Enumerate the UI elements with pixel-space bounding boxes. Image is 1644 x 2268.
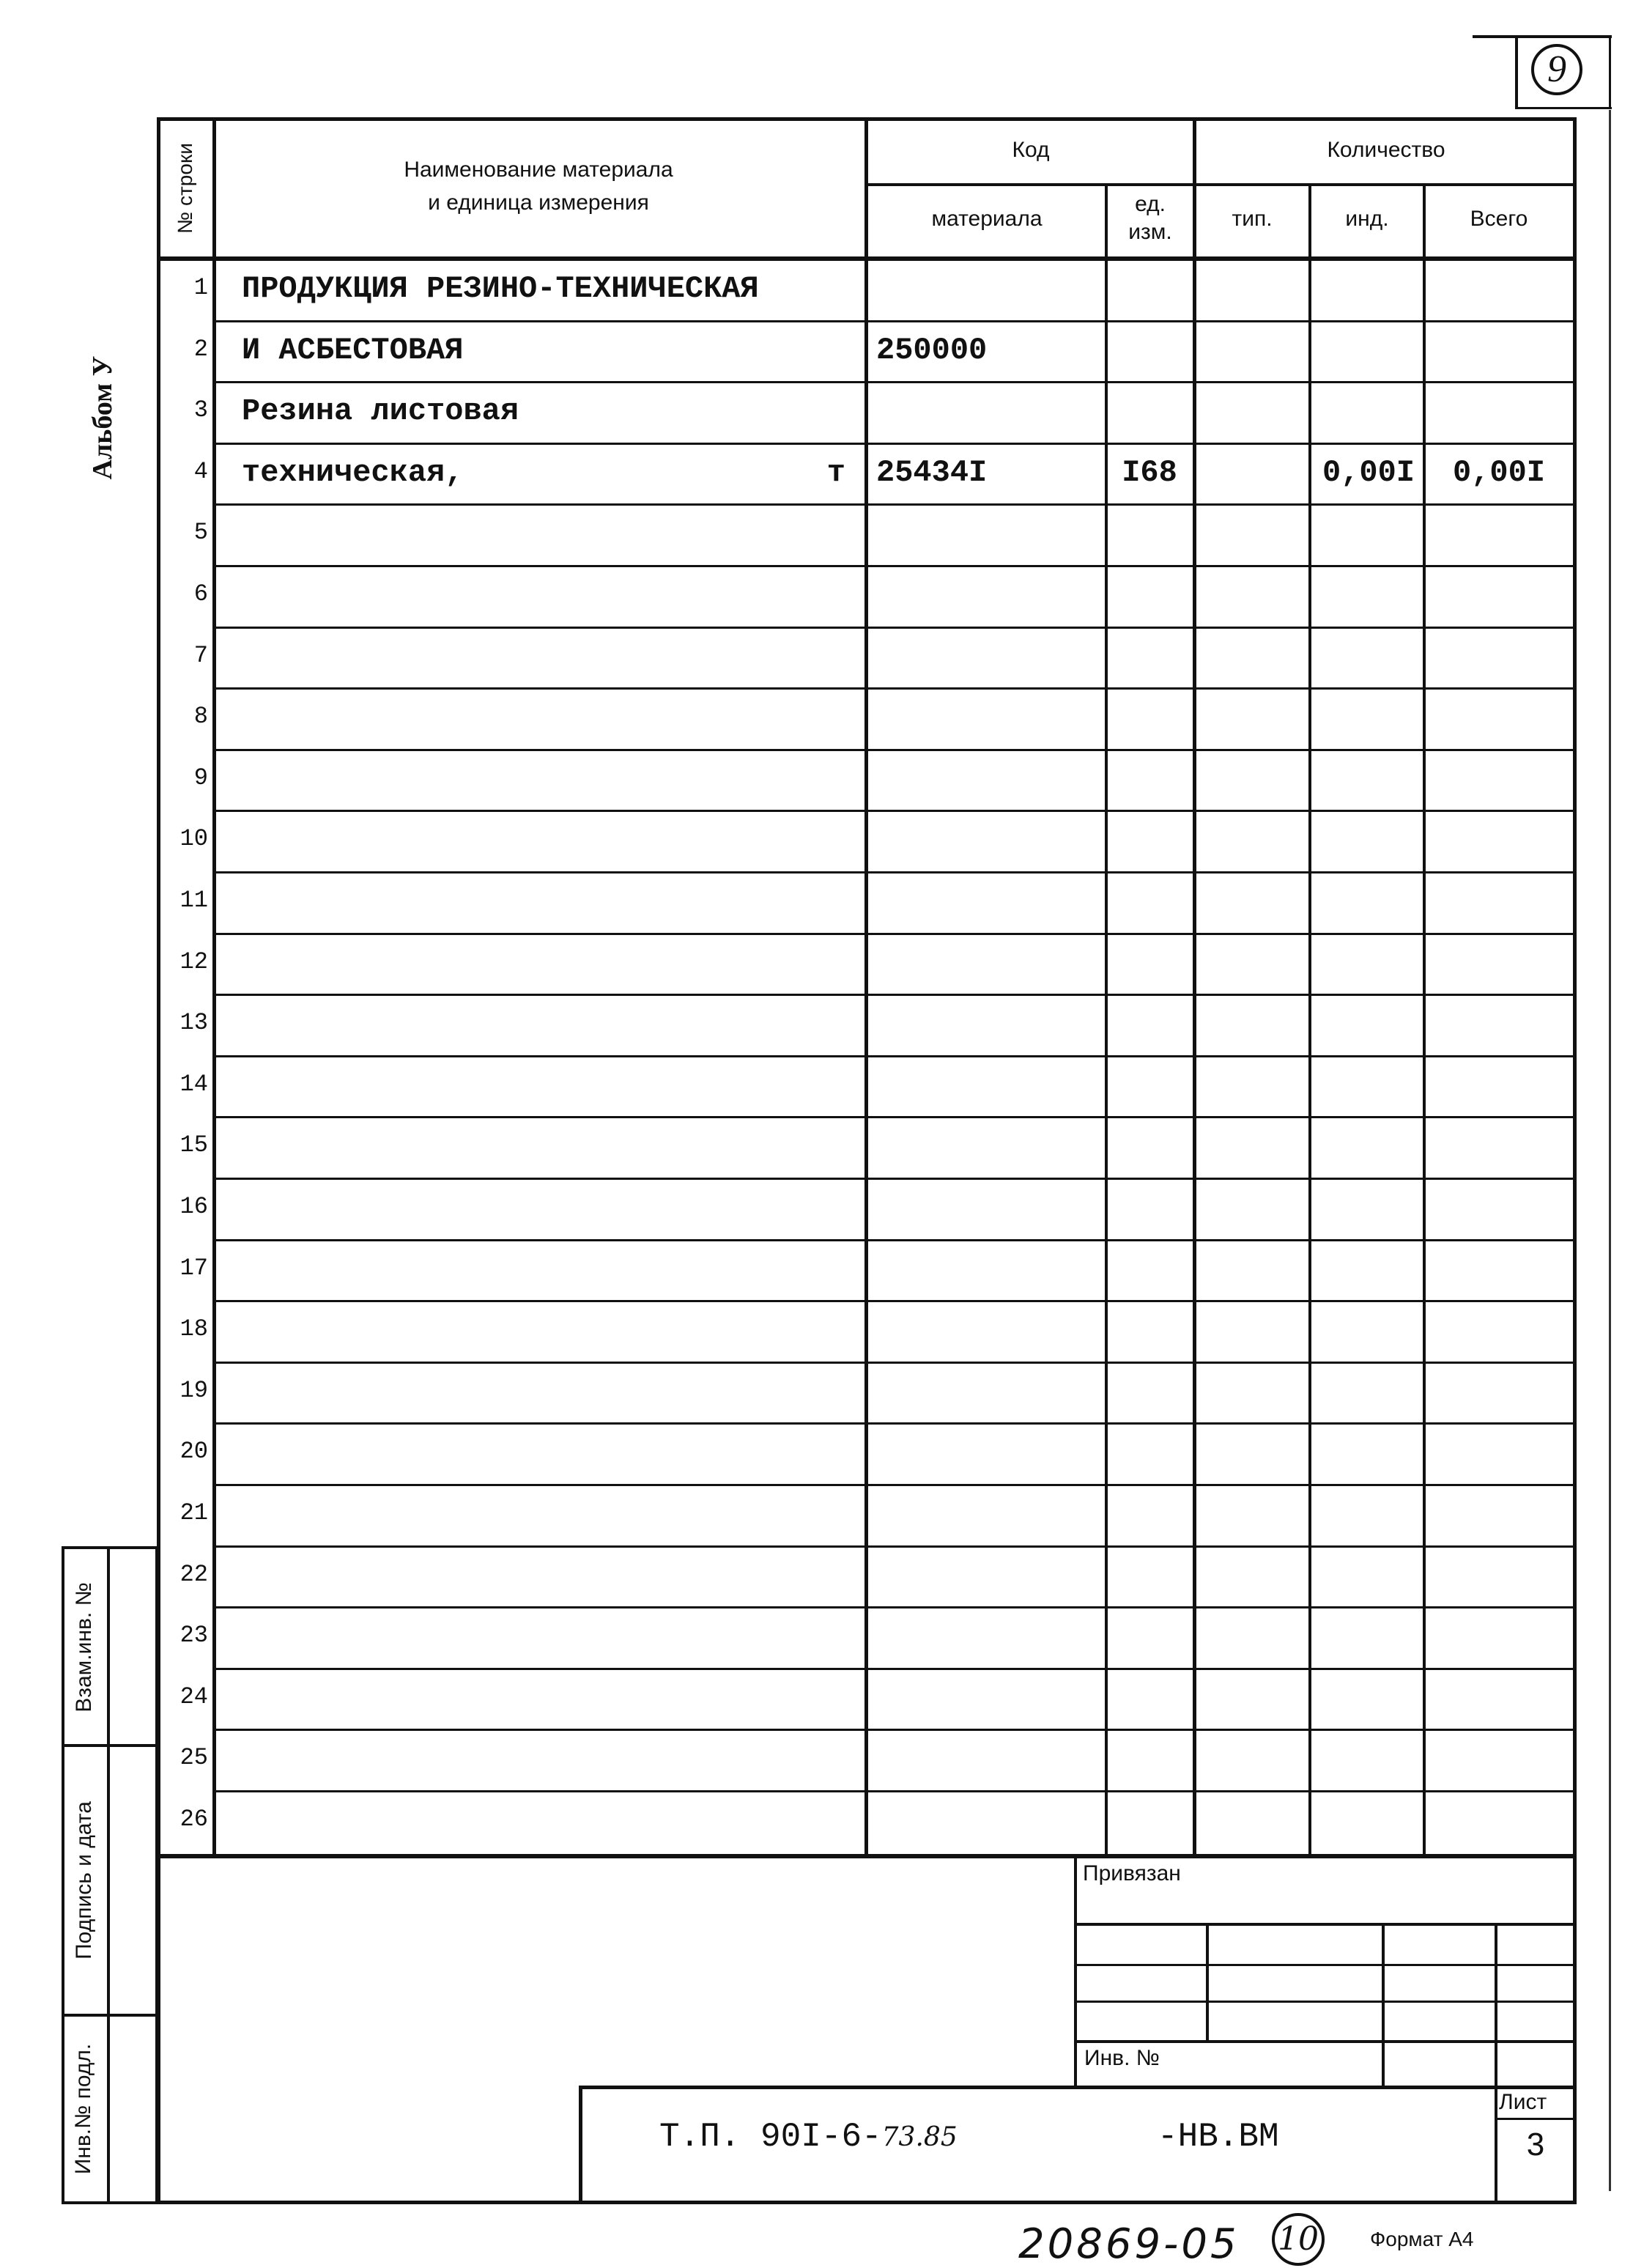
row-number: 17 <box>179 1254 208 1282</box>
row-name: техническая, <box>242 454 464 490</box>
row-number: 21 <box>179 1499 208 1526</box>
row-number: 14 <box>179 1070 208 1098</box>
table-row <box>157 322 1577 384</box>
row-number: 1 <box>193 274 208 301</box>
page-number: 9 <box>1547 48 1566 90</box>
table-row <box>157 812 1577 873</box>
inv-no-label: Инв. № <box>1084 2046 1160 2070</box>
header-qty-ind: инд. <box>1345 207 1389 231</box>
left-stamp-vzam: Взам.инв. № <box>72 1582 96 1713</box>
table-row <box>157 1302 1577 1364</box>
row-number: 9 <box>193 764 208 791</box>
row-number: 4 <box>193 457 208 485</box>
table-row <box>157 1364 1577 1425</box>
header-quantity: Количество <box>1327 138 1445 162</box>
title-line-1 <box>1074 1923 1577 1926</box>
row-unit-mark: т <box>826 454 845 490</box>
table-row <box>157 1731 1577 1792</box>
table-bottom-line <box>157 1854 1577 1858</box>
title-block-left <box>1074 1854 1077 2088</box>
row-number: 23 <box>179 1622 208 1650</box>
row-number: 7 <box>193 641 208 669</box>
row-number: 8 <box>193 703 208 731</box>
footer-circled-number: 10 <box>1278 2220 1319 2258</box>
header-code-unit-1: ед. <box>1135 192 1166 216</box>
table-row <box>157 1608 1577 1670</box>
title-line-2 <box>1074 1964 1577 1966</box>
table-row <box>157 1241 1577 1303</box>
row-number: 16 <box>179 1193 208 1220</box>
row-qty-total: 0,00I <box>1452 454 1546 490</box>
title-line-4 <box>1074 2040 1577 2043</box>
header-name-line2: и единица измерения <box>428 191 649 215</box>
sheet-label: Лист <box>1499 2090 1547 2114</box>
row-number: 22 <box>179 1560 208 1588</box>
header-name-line1: Наименование материала <box>404 158 673 182</box>
table-row <box>157 383 1577 445</box>
format-label: Формат А4 <box>1370 2228 1474 2250</box>
title-col-1 <box>1206 1923 1209 2040</box>
row-number: 5 <box>193 519 208 547</box>
header-code-material: материала <box>931 207 1043 231</box>
row-number: 19 <box>179 1376 208 1404</box>
row-number: 26 <box>179 1806 208 1833</box>
doc-code-prefix: Т.П. 90I-6- <box>659 2118 882 2156</box>
doc-code-handwritten: 73.85 <box>881 2122 958 2152</box>
sheet-label-line <box>1495 2118 1577 2120</box>
row-unit-code: I68 <box>1122 454 1177 490</box>
row-number: 20 <box>179 1438 208 1466</box>
table-row <box>157 1670 1577 1732</box>
table-row <box>157 1118 1577 1180</box>
row-material-code: 250000 <box>876 332 988 368</box>
row-number: 11 <box>179 887 208 914</box>
privyazan-label: Привязан <box>1083 1861 1181 1885</box>
table-row <box>157 1180 1577 1241</box>
album-label: Альбом У <box>87 355 118 480</box>
row-number: 13 <box>179 1009 208 1037</box>
footer-handwritten-number: 20869-05 <box>1018 2220 1240 2268</box>
row-number: 10 <box>179 825 208 853</box>
top-box-bottom <box>1515 107 1612 109</box>
table-row <box>157 567 1577 629</box>
table-row <box>157 751 1577 813</box>
row-number: 24 <box>179 1682 208 1710</box>
header-qty-typ: тип. <box>1232 207 1273 231</box>
top-rule-right <box>1609 35 1611 108</box>
header-qty-total: Всего <box>1470 207 1528 231</box>
title-col-2 <box>1382 1923 1385 2088</box>
title-line-3 <box>1074 2001 1577 2003</box>
top-rule-vertical <box>1515 35 1518 108</box>
table-row <box>157 935 1577 997</box>
row-number: 12 <box>179 948 208 975</box>
row-qty-ind: 0,00I <box>1322 454 1415 490</box>
table-row <box>157 690 1577 751</box>
table-row <box>157 1057 1577 1119</box>
row-number: 18 <box>179 1315 208 1343</box>
left-stamp-inv-podl: Инв.№ подл. <box>71 2043 95 2175</box>
header-code: Код <box>1012 138 1050 162</box>
table-row <box>157 1792 1577 1854</box>
table-row <box>157 996 1577 1057</box>
doc-code-suffix: -НВ.ВМ <box>1158 2118 1279 2156</box>
left-stamp-divider <box>107 1546 110 2204</box>
doc-box-left <box>579 2086 582 2204</box>
header-sub-line <box>864 183 1577 186</box>
right-edge-line <box>1609 110 1611 2191</box>
doc-code <box>659 2118 958 2156</box>
header-code-unit-2: изм. <box>1128 220 1172 244</box>
header-row-number: № строки <box>174 143 196 234</box>
row-name: И АСБЕСТОВАЯ <box>242 332 464 368</box>
row-name: Резина листовая <box>242 394 519 429</box>
row-number: 3 <box>193 396 208 424</box>
left-stamp-signature: Подпись и дата <box>72 1801 96 1959</box>
table-row <box>157 506 1577 567</box>
doc-box-top <box>579 2086 1577 2089</box>
table-row <box>157 445 1577 506</box>
row-number: 2 <box>193 335 208 363</box>
title-col-3 <box>1495 1923 1497 2203</box>
row-material-code: 25434I <box>876 454 988 490</box>
table-row <box>157 261 1577 322</box>
row-name: ПРОДУКЦИЯ РЕЗИНО-ТЕХНИЧЕСКАЯ <box>242 271 759 306</box>
top-rule <box>1473 35 1612 38</box>
row-number: 25 <box>179 1744 208 1772</box>
table-row <box>157 873 1577 935</box>
row-number: 6 <box>193 580 208 607</box>
sheet-number: 3 <box>1526 2127 1545 2162</box>
table-row <box>157 629 1577 690</box>
row-number: 15 <box>179 1131 208 1159</box>
table-row <box>157 1486 1577 1548</box>
table-row <box>157 1548 1577 1609</box>
table-row <box>157 1425 1577 1486</box>
